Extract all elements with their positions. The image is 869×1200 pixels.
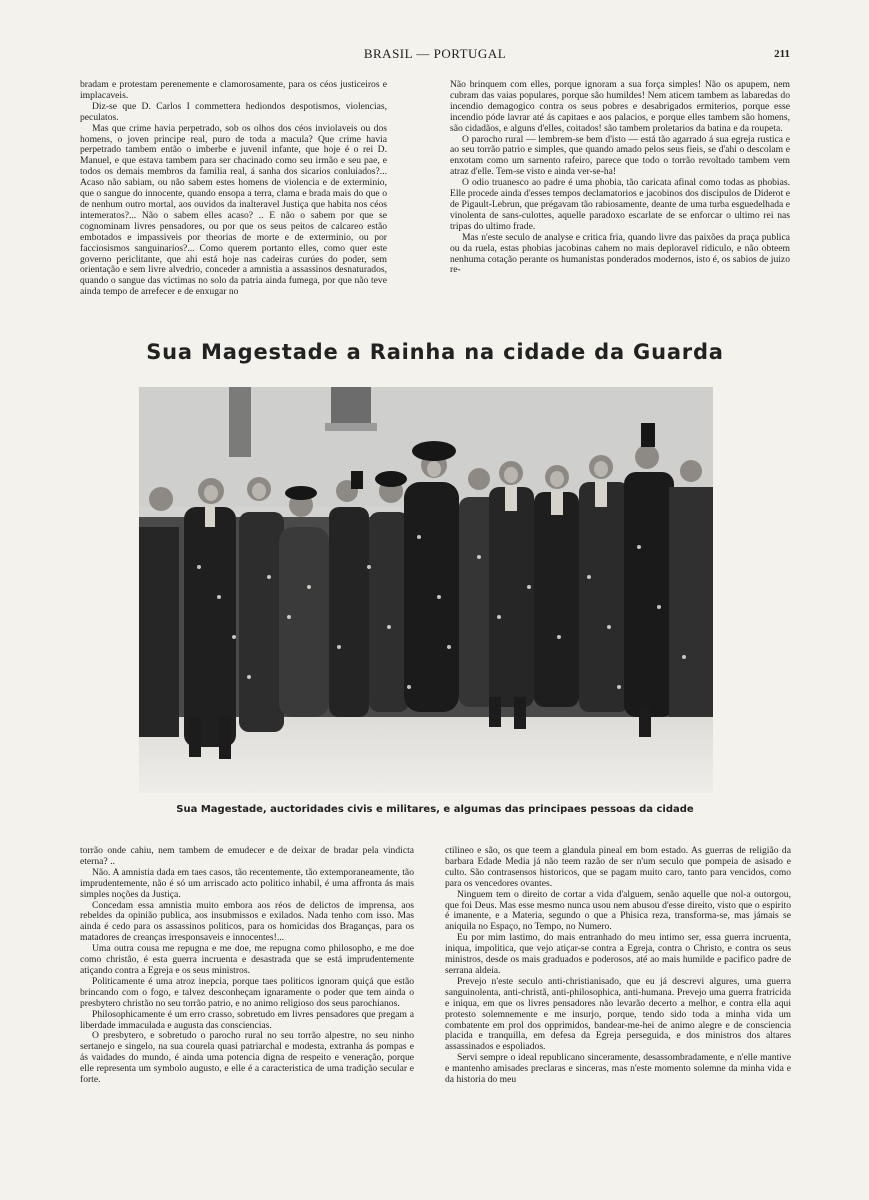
text-column-bottom-right — [445, 846, 791, 1176]
paragraph: O odio truanesco ao padre é uma phobia, tão caricata afinal como todas as phobias. Elle procede ainda d'esses tempos declamatorios e jacobinos dos discipulos de Diderot e de Pigault-Lebrun, que prégavam tão rabiosamente, deante de uma turba esguedelhada e vinolenta de sans-culottes, aquelle paradoxo escarlate de se enforcar o ultimo rei nas tripas do ultimo frade. — [450, 177, 790, 232]
paragraph: O parocho rural — lembrem-se bem d'isto — está tão agarrado á sua egreja rustica e ao seu torrão patrio e simples, que quando amado pelos seus fieis, se d'ahi o descolam e enxotam como um sarnento rafeiro, parece que todo o torrão revoltado tambem vem atraz d'elle. Tem-se visto e ainda ver-se-ha! — [450, 133, 790, 178]
paragraph: Ninguem tem o direito de cortar a vida d'alguem, senão aquelle que nol-a outorgou, que foi Deus. Mas esse mesmo nunca usou nem abusou d'esse direito, visto que o espirito é imanente, e a Materia, segundo o que a Phisica reza, transforma-se, mas jámais se aniquila no Espaço, no Tempo, no Numero. — [445, 888, 791, 933]
paragraph: Philosophicamente é um erro crasso, sobretudo em livres pensadores que pregam a liberdade immaculada e augusta das consciencias. — [80, 1008, 414, 1031]
photo-caption: Sua Magestade, auctoridades civis e militares, e algumas das principaes pessoas da cidade — [176, 804, 694, 815]
paragraph: Eu por mim lastimo, do mais entranhado do meu intimo ser, essa guerra incruenta, iniqua, impolitica, que vejo atiçar-se contra a Egreja, contra o Christo, e contra os seus ministros, desde os mais graduados e poderosos, até ao mais humilde e pacifico padre de serrana aldeia. — [445, 932, 791, 976]
paragraph: Não brinquem com elles, porque ignoram a sua força simples! Não os apupem, nem cubram das vaias populares, porque são humildes! Nem aticem tambem as labaredas do incendio demagogico contra os seus pobres e desabrigados ermiterios, porque esse incendio póde lavrar até ás capitaes e aos palacios, e porque elles tambem são homens, são cidadãos, e alguns d'elles, coitados! são tambem proletarios da batina e da roupeta. — [450, 80, 790, 134]
group-photograph — [139, 387, 713, 793]
paragraph: Concedam essa amnistia muito embora aos réos de delictos de imprensa, aos rebeldes da opinião publica, aos insubmissos e exilados. Nada tenho com isso. Mas ainda é cedo para os assassinos politicos, para os homicidas dos Braganças, para os matadores de creanças irresponsaveis e innocentes!... — [80, 899, 414, 944]
text-column-top-right — [450, 80, 790, 335]
paragraph: Mas n'este seculo de analyse e critica fria, quando livre das paixões da praça publica ou da ruela, estas phobias jacobinas cahem no mais deploravel ridiculo, e não obteem nenhuma cotação perante os humanistas ponderados modernos, isto é, os sabios de juizo re- — [450, 231, 790, 276]
paragraph: Prevejo n'este seculo anti-christianisado, que eu já descrevi algures, uma guerra sanguinolenta, anti-christã, anti-philosophica, anti-humana. Prevejo uma guerra fratricida e iniqua, em que os livres pensadores não levarão decerto a melhor, e contra ella aqui protesto solemnemente e me insurjo, porque, tendo sido toda a minha vida um combatente em prol dos opprimidos, bandear-me-hei de animo alegre e de consciencia placida e tranquilla, em defesa da Egreja perseguida, e dos ministros dos altares assassinados e espoliados. — [445, 975, 791, 1053]
paragraph: ctilineo e são, os que teem a glandula pineal em bom estado. As guerras de religião da barbara Edade Media já não teem razão de ser n'um seculo que pompeia de asisado e culto. São contrasensos historicos, que se pagam muito caro, tanto para vencidos, como para os vencedores ovantes. — [445, 846, 791, 889]
running-title: BRASIL — PORTUGAL — [363, 46, 507, 61]
page-header — [80, 46, 790, 66]
paragraph: torrão onde cahiu, nem tambem de emudecer e de deixar de bradar pela vindicta eterna? .. — [80, 846, 414, 867]
page-number: 211 — [774, 48, 790, 60]
paragraph: Não. A amnistia dada em taes casos, tão recentemente, tão extemporaneamente, tão imprudentemente, não é só um arriscado acto politico inhabil, é uma affronta ás mais simples noções da Justiça. — [80, 866, 414, 900]
paragraph: O presbytero, e sobretudo o parocho rural no seu torrão alpestre, no seu ninho sertanejo e singelo, na sua courela quasi patriarchal e modesta, extranha ás pompas e ás vaidades do mundo, é ainda uma potencia digna de respeito e veneração, porque elle representa um symbolo augusto, e elle é a caracteristica de uma tradição secular e forte. — [80, 1030, 414, 1086]
paragraph: Servi sempre o ideal republicano sinceramente, desassombradamente, e n'elle mantive e mantenho amisades preclaras e sinceras, mas n'este momento solemne da minha vida e da historia do meu — [445, 1052, 791, 1086]
paragraph: Mas que crime havia perpetrado, sob os olhos dos céos inviolaveis ou dos homens, o joven principe real, puro de toda a macula? Que crime havia perpetrado tambem então o imberbe e juvenil infante, que hoje é o rei D. Manuel, e que estava tambem para ser chacinado como seu irmão e seu pae, e todos os demais membros da familia real, á sanha dos sicarios conluiados?... Acaso não sabiam, ou não sabem estes homens de violencia e de exterminio, que o sangue do innocente, quando ensopa a terra, clama e brada mais do que o de nenhum outro mortal, aos ouvidos da inalteravel Justiça que habita nos céos intemeratos?... Não o sabem elles acaso? .. E não o sabem por que se cognominam livres pensadores, ou por que os seus peitos de calcareo estão embotados e impassiveis por theorias de morte e de exterminio, ou por facciosismos sanguinarios?... Como querem portanto elles, como quer este governo periclitante, que ahi está hoje nas cadeiras curúes do poder, sem orientação e sem livre alvedrio, conceder a amnistia a assassinos desnaturados, quando o sangue das victimas no solo da patria ainda fumega, por que não teve ainda tempo de arrefecer e de enxugar no — [80, 122, 387, 298]
text-column-top-left — [80, 80, 387, 335]
paragraph: Diz-se que D. Carlos I commettera hediondos despotismos, violencias, peculatos. — [80, 100, 387, 123]
paragraph: Politicamente é uma atroz inepcia, porque taes politicos ignoram quiçá que estão brincando com o fogo, e talvez desconheçam ignaramente o poder que tem ainda o presbytero christão no seu torrão patrio, e no animo religioso dos seus parochianos. — [80, 975, 414, 1009]
paragraph: bradam e protestam perenemente e clamorosamente, para os céos justiceiros e implacaveis. — [80, 80, 387, 101]
paragraph: Uma outra cousa me repugna e me doe, me repugna como philosopho, e me doe como christão, é esta guerra incruenta e desastrada que se está imprudentemente atiçando contra a Egreja e os seus ministros. — [80, 943, 414, 976]
photograph-illustration — [139, 387, 713, 793]
text-column-bottom-left — [80, 846, 414, 1176]
article-title: Sua Magestade a Rainha na cidade da Guarda — [146, 340, 724, 364]
